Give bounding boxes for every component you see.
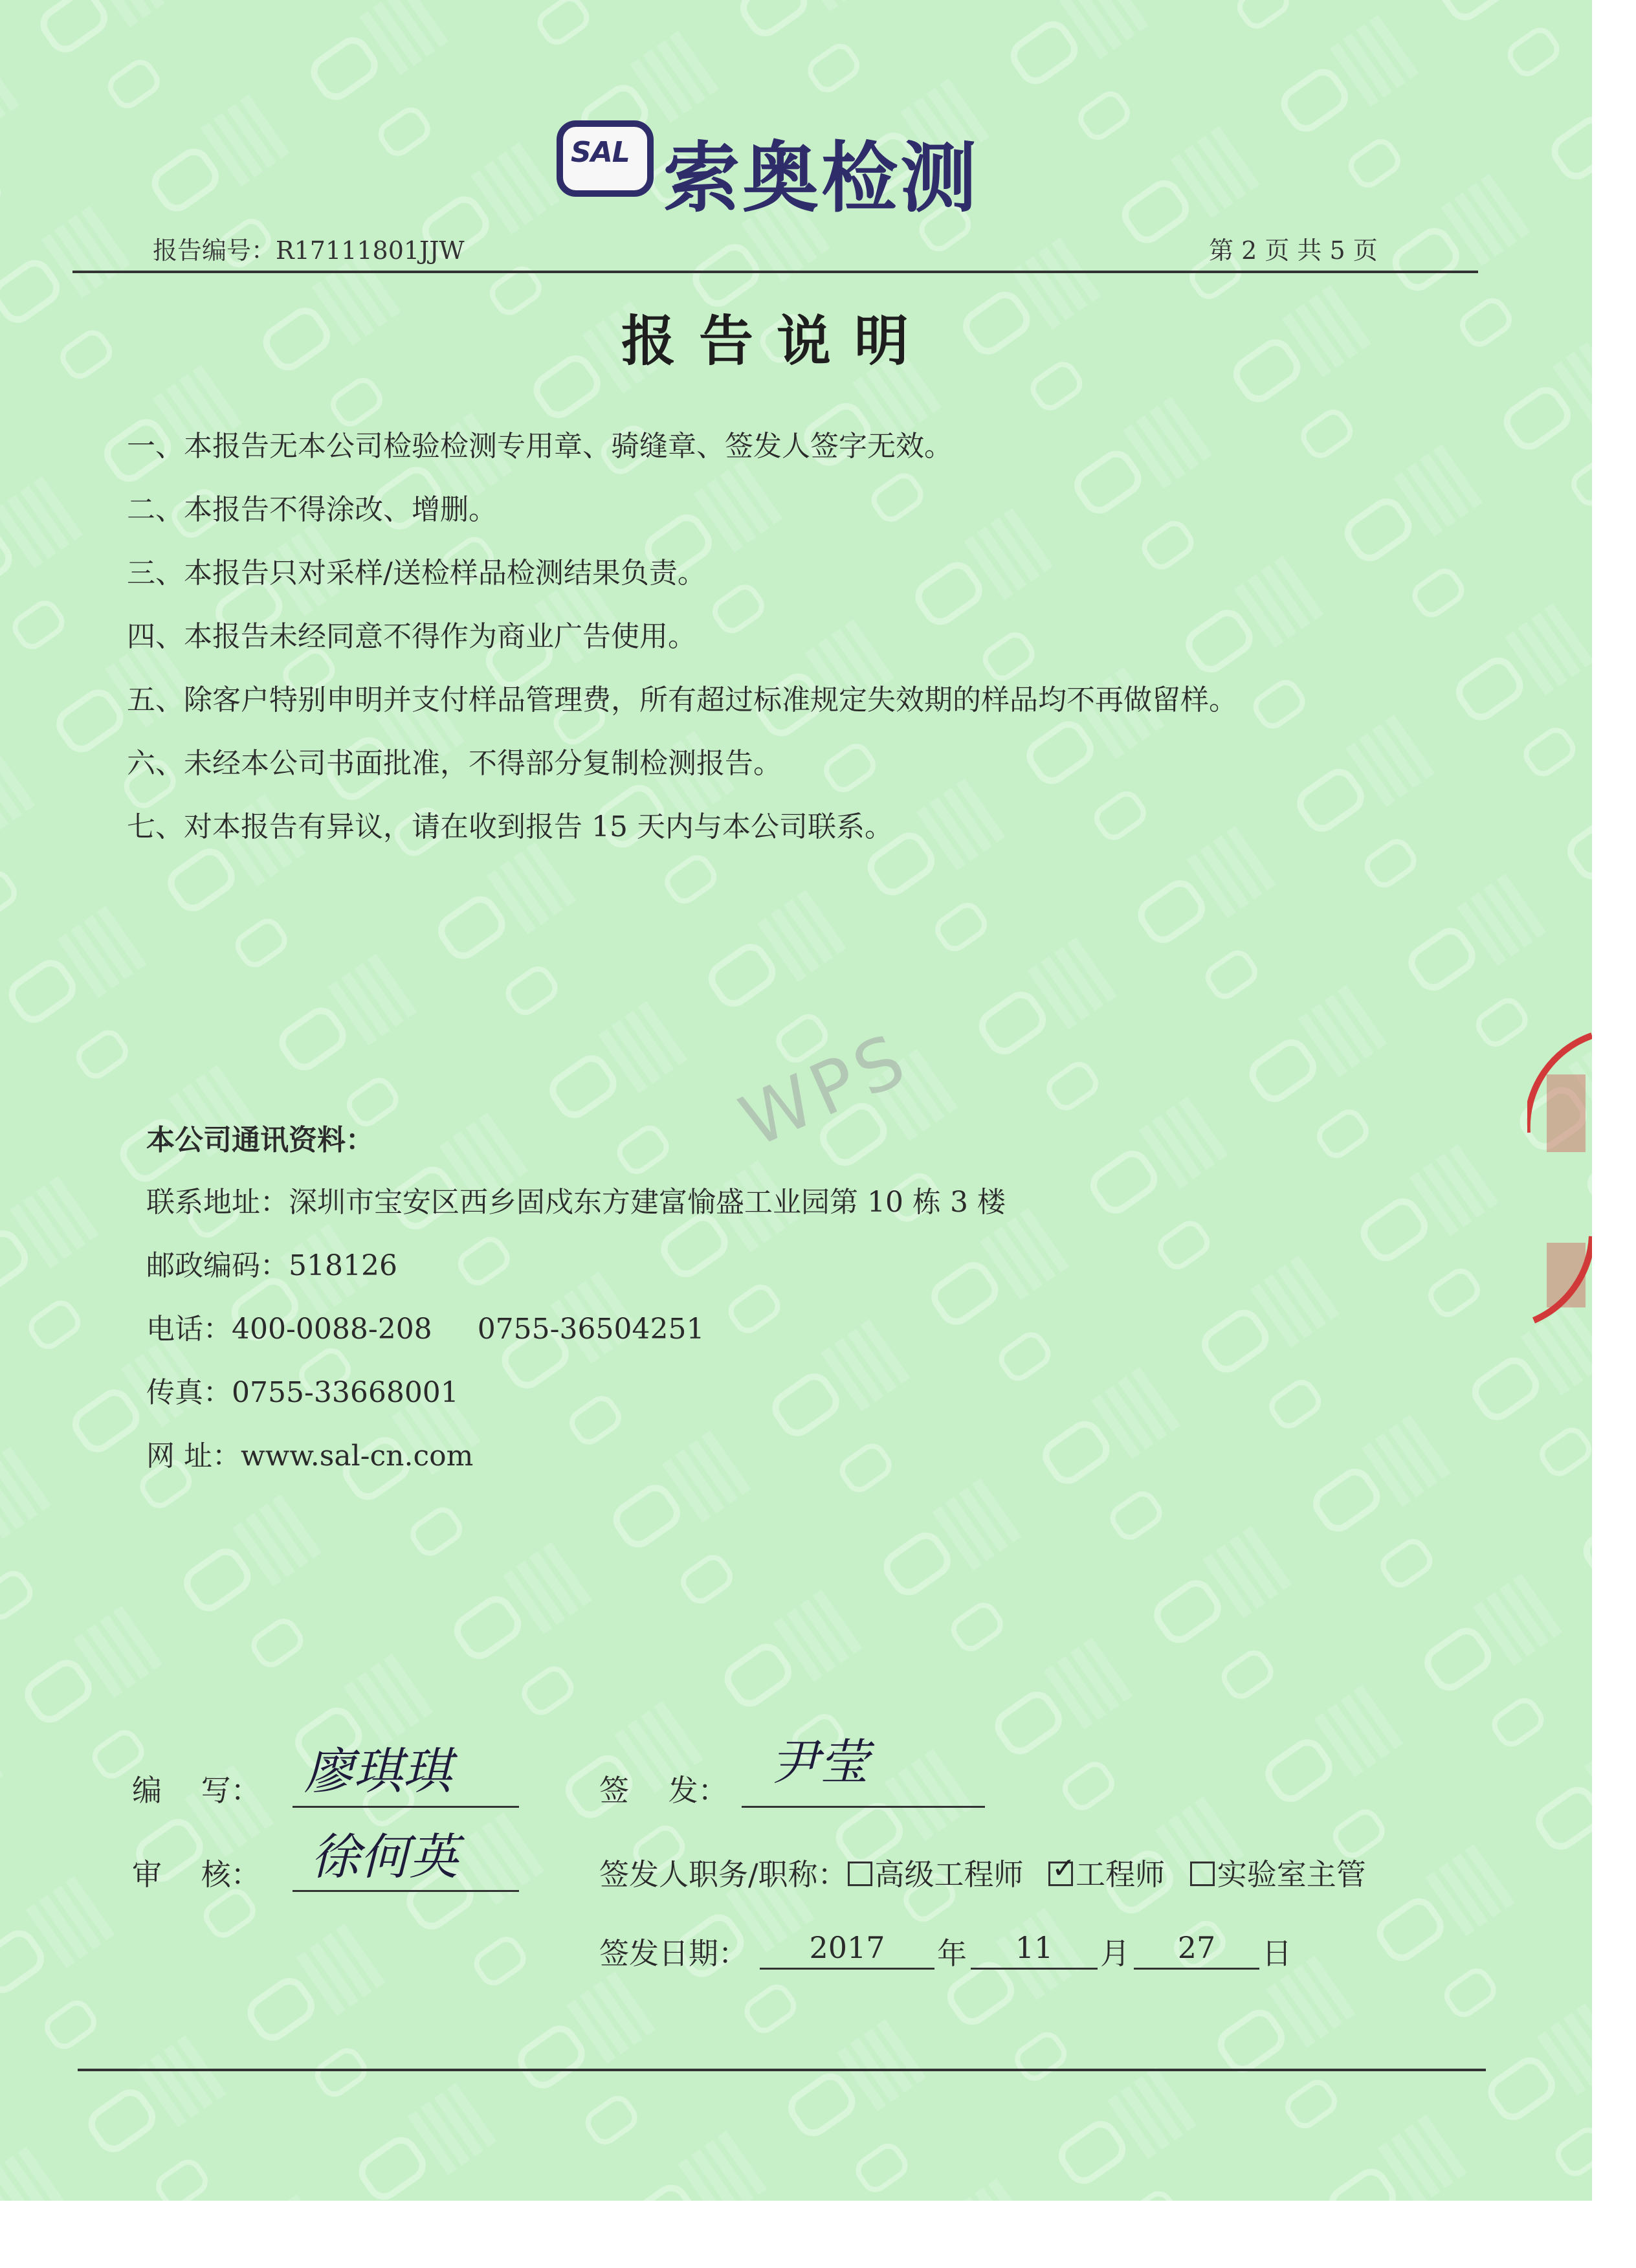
option-checkbox-senior-engineer bbox=[848, 1862, 872, 1886]
phone-value-1: 400-0088-208 bbox=[232, 1313, 432, 1346]
page-title: 报告说明 bbox=[621, 309, 932, 373]
seam-stamp bbox=[1527, 1023, 1592, 1346]
note-item: 二、本报告不得涂改、增删。 bbox=[127, 493, 497, 526]
option-checkbox-lab-supervisor bbox=[1190, 1862, 1215, 1886]
issuer-signature: 尹莹 bbox=[770, 1733, 868, 1791]
report-number bbox=[153, 230, 465, 266]
note-item: 一、本报告无本公司检验检测专用章、骑缝章、签发人签字无效。 bbox=[127, 430, 953, 463]
reviewer-label: 审 核： bbox=[132, 1857, 261, 1892]
footer-divider bbox=[78, 2069, 1486, 2071]
issuer-position bbox=[599, 1851, 1366, 1894]
writer-signature: 廖琪琪 bbox=[304, 1742, 452, 1800]
postal-value: 518126 bbox=[289, 1249, 397, 1282]
month-line bbox=[971, 1968, 1098, 1970]
fax-value: 0755-33668001 bbox=[232, 1376, 459, 1409]
phone-label: 电话： bbox=[146, 1313, 232, 1346]
contact-postal bbox=[146, 1247, 1376, 1310]
contact-address bbox=[146, 1183, 1376, 1247]
position-label: 签发人职务/职称： bbox=[599, 1857, 848, 1892]
issue-month: 11 bbox=[1015, 1930, 1054, 1965]
fax-label: 传真： bbox=[146, 1376, 232, 1409]
note-item: 五、除客户特别申明并支付样品管理费，所有超过标准规定失效期的样品均不再做留样。 bbox=[127, 684, 1237, 717]
contact-info bbox=[146, 1121, 1376, 1500]
year-line bbox=[760, 1968, 934, 1970]
company-logo bbox=[557, 117, 1035, 223]
note-item: 三、本报告只对采样/送检样品检测结果负责。 bbox=[127, 557, 706, 590]
address-label: 联系地址： bbox=[146, 1186, 289, 1219]
contact-fax bbox=[146, 1373, 1376, 1437]
wps-watermark: WPS bbox=[728, 1016, 922, 1164]
issue-year: 2017 bbox=[809, 1930, 885, 1965]
web-label: 网 址： bbox=[146, 1440, 241, 1473]
header-divider bbox=[72, 271, 1478, 273]
writer-label: 编 写： bbox=[132, 1773, 261, 1808]
day-line bbox=[1134, 1968, 1259, 1970]
note-item: 六、未经本公司书面批准，不得部分复制检测报告。 bbox=[127, 747, 782, 780]
year-unit: 年 bbox=[937, 1936, 967, 1971]
reviewer-signature: 徐何英 bbox=[311, 1828, 458, 1885]
address-value: 深圳市宝安区西乡固戍东方建富愉盛工业园第 10 栋 3 楼 bbox=[289, 1186, 1006, 1219]
postal-label: 邮政编码： bbox=[146, 1249, 289, 1282]
reviewer-signature-line bbox=[293, 1890, 519, 1892]
writer-signature-line bbox=[293, 1806, 519, 1808]
phone-value-2: 0755-36504251 bbox=[477, 1313, 705, 1346]
option-checkbox-engineer bbox=[1048, 1862, 1073, 1886]
sal-badge bbox=[557, 120, 654, 197]
day-unit: 日 bbox=[1262, 1936, 1292, 1971]
notes-list bbox=[127, 427, 1486, 871]
contact-website bbox=[146, 1437, 1376, 1500]
option-label: 实验室主管 bbox=[1217, 1857, 1366, 1892]
contact-phone bbox=[146, 1310, 1376, 1373]
logo-company-name: 索奥检测 bbox=[663, 133, 980, 223]
option-label: 工程师 bbox=[1076, 1857, 1166, 1892]
option-label: 高级工程师 bbox=[874, 1857, 1024, 1892]
note-item: 四、本报告未经同意不得作为商业广告使用。 bbox=[127, 620, 696, 653]
issuer-signature-line bbox=[742, 1806, 985, 1808]
page-info: 第 2 页 共 5 页 bbox=[1209, 236, 1378, 265]
report-number-label: 报告编号： bbox=[153, 236, 276, 265]
web-value: www.sal-cn.com bbox=[241, 1440, 474, 1473]
issue-day: 27 bbox=[1177, 1930, 1216, 1965]
sal-badge-text: SAL bbox=[571, 136, 630, 169]
contact-title: 本公司通讯资料： bbox=[146, 1124, 374, 1157]
issuer-label: 签 发： bbox=[599, 1773, 728, 1808]
month-unit: 月 bbox=[1100, 1936, 1130, 1971]
report-number-value: R17111801JJW bbox=[276, 236, 465, 265]
issue-date-label: 签发日期： bbox=[599, 1936, 748, 1971]
note-item: 七、对本报告有异议，请在收到报告 15 天内与本公司联系。 bbox=[127, 810, 893, 843]
